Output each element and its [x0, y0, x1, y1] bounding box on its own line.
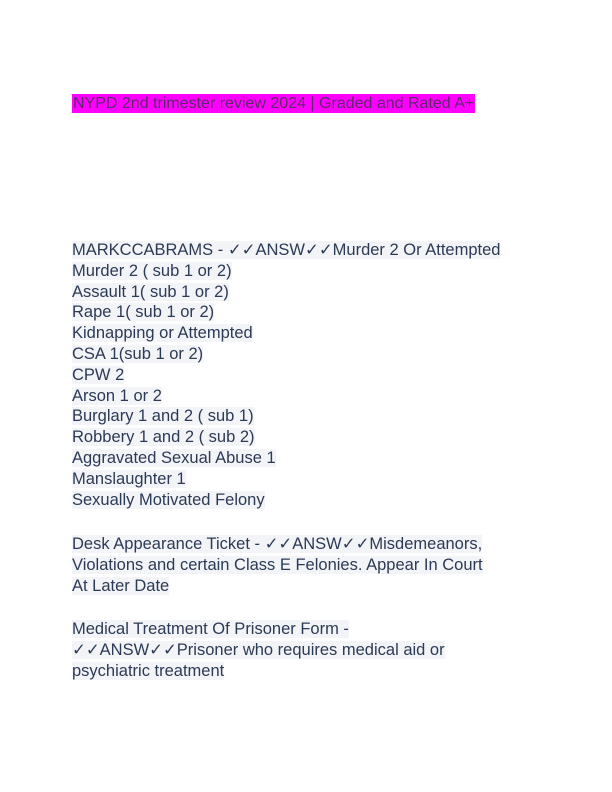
- text-line: ✓✓ANSW✓✓Prisoner who requires medical aid or: [72, 640, 445, 659]
- text-line: Manslaughter 1: [72, 469, 186, 488]
- qa-block-markccabrams: [72, 240, 552, 510]
- document-title: NYPD 2nd trimester review 2024 | Graded and Rated A+: [73, 95, 475, 112]
- text-line: Assault 1( sub 1 or 2): [72, 282, 229, 301]
- text-line: Kidnapping or Attempted: [72, 324, 253, 343]
- text-line: Burglary 1 and 2 ( sub 1): [72, 407, 254, 426]
- text-line: Murder 2 ( sub 1 or 2): [72, 261, 232, 280]
- text-line: Desk Appearance Ticket - ✓✓ANSW✓✓Misdemeanors,: [72, 535, 483, 553]
- text-line: Sexually Motivated Felony: [72, 490, 265, 509]
- text-line: CSA 1(sub 1 or 2): [72, 344, 204, 363]
- text-line: Arson 1 or 2: [72, 386, 162, 405]
- text-line: Rape 1( sub 1 or 2): [72, 303, 215, 322]
- text-line: Robbery 1 and 2 ( sub 2): [72, 428, 255, 447]
- qa-block-medical-treatment-form: [72, 619, 552, 681]
- text-line: Medical Treatment Of Prisoner Form -: [72, 620, 349, 638]
- text-line: Aggravated Sexual Abuse 1: [72, 448, 276, 467]
- text-line: CPW 2: [72, 365, 125, 384]
- text-line: psychiatric treatment: [72, 661, 225, 680]
- qa-block-desk-appearance-ticket: [72, 534, 552, 596]
- text-line: At Later Date: [72, 576, 170, 595]
- text-line: MARKCCABRAMS - ✓✓ANSW✓✓Murder 2 Or Attempted: [72, 241, 501, 259]
- text-line: Violations and certain Class E Felonies. Appear In Court: [72, 555, 483, 574]
